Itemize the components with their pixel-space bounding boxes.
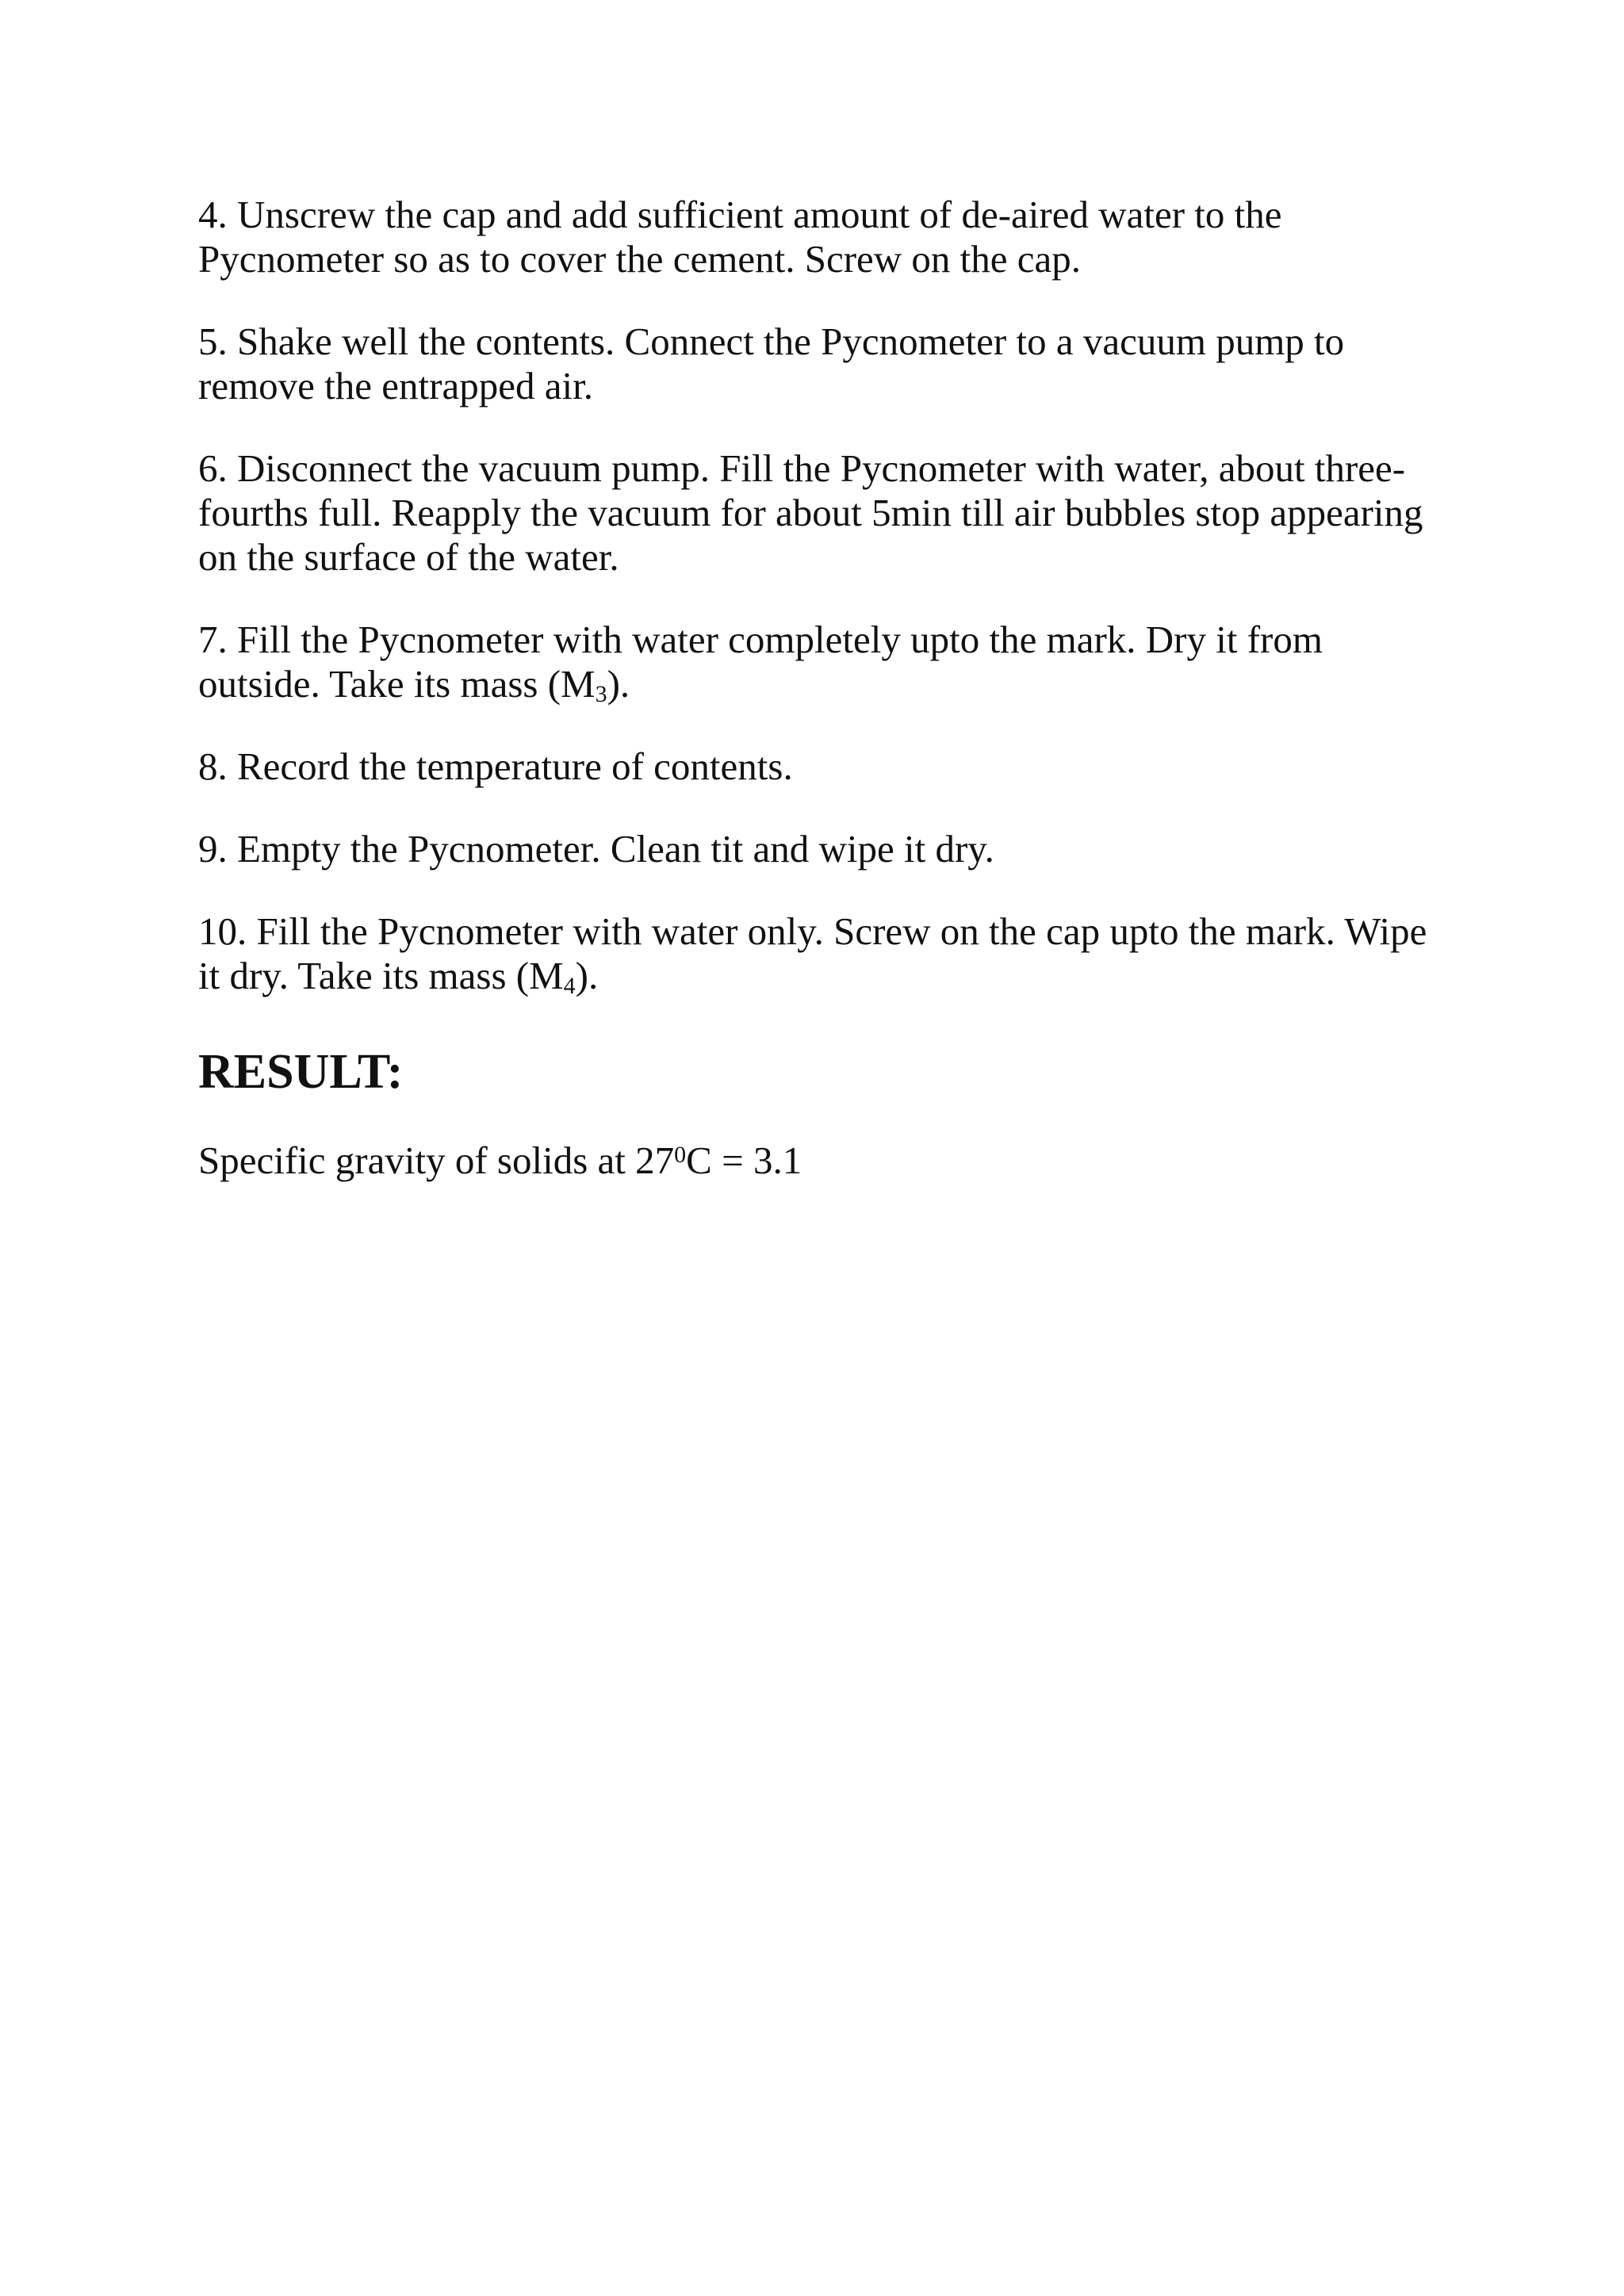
step-line: remove the entrapped air. [198,364,593,408]
result-text [198,1138,1435,1183]
step-line: fourths full. Reapply the vacuum for about 5min till air bubbles stop appearing [198,491,1423,534]
step-6 [198,446,1435,580]
step-8 [198,744,1435,789]
step-line: 7. Fill the Pycnometer with water completely upto the mark. Dry it from [198,618,1323,661]
superscript: 0 [674,1142,687,1168]
step-text: it dry. Take its mass (M [198,954,564,997]
subscript: 3 [595,681,607,707]
step-line: Pycnometer so as to cover the cement. Screw on the cap. [198,237,1082,281]
step-4 [198,193,1435,281]
step-5 [198,320,1435,408]
step-line: 6. Disconnect the vacuum pump. Fill the Pycnometer with water, about three- [198,446,1406,490]
result-suffix: C = 3.1 [686,1138,802,1182]
step-line: 5. Shake well the contents. Connect the Pycnometer to a vacuum pump to [198,320,1345,363]
step-line: 10. Fill the Pycnometer with water only. Screw on the cap upto the mark. Wipe [198,909,1427,953]
step-line: on the surface of the water. [198,535,619,579]
step-line: 8. Record the temperature of contents. [198,744,793,788]
step-10 [198,909,1435,998]
step-line [198,662,1435,706]
procedure-content [198,193,1435,1222]
step-text: ). [575,954,599,997]
result-heading: RESULT: [198,1045,404,1099]
step-line: 4. Unscrew the cap and add sufficient amount of de-aired water to the [198,193,1282,236]
step-7 [198,618,1435,706]
step-text: outside. Take its mass (M [198,662,596,706]
step-line [198,954,1435,998]
step-text: ). [607,662,630,706]
step-9 [198,827,1435,871]
step-line: 9. Empty the Pycnometer. Clean tit and wipe it dry. [198,827,994,871]
subscript: 4 [563,973,576,999]
result-prefix: Specific gravity of solids at 27 [198,1138,675,1182]
